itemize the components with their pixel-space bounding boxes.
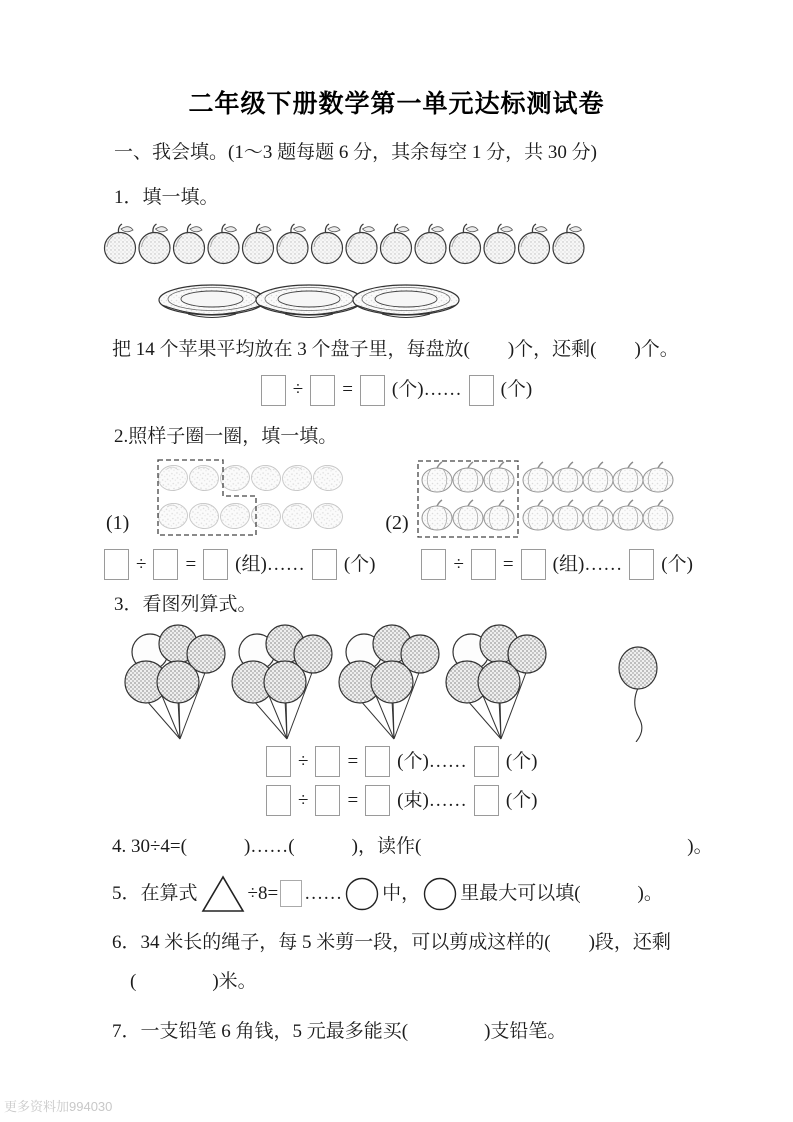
strawberry [157, 502, 189, 531]
q6-line2: ( )米。 [130, 971, 257, 993]
apple [312, 224, 343, 264]
plate [353, 285, 459, 318]
circle-icon [422, 876, 458, 912]
strawberry [281, 502, 313, 531]
triangle-icon [200, 874, 246, 914]
pumpkin [523, 462, 553, 492]
q3-equation1 [266, 746, 793, 777]
pumpkin [523, 500, 553, 530]
balloon-bunch [446, 625, 546, 739]
q1-equation [0, 375, 793, 406]
text-token: = [185, 553, 197, 575]
pumpkin [422, 500, 452, 530]
q2-part2 [385, 457, 688, 541]
balloons-illustration [114, 622, 674, 742]
text-token: (个)…… [397, 750, 467, 772]
text-token: ÷ [136, 553, 147, 575]
pumpkin [583, 500, 613, 530]
q2-part1-equation [104, 549, 375, 580]
q2-part2-number: (2) [385, 512, 409, 535]
text-token: (个) [505, 789, 538, 811]
balloon-bunch [339, 625, 439, 739]
apple [208, 224, 239, 264]
plate [159, 285, 265, 318]
answer-box [153, 549, 178, 580]
text-token: = [347, 789, 359, 811]
watermark: 更多资料加994030 [4, 1099, 113, 1115]
apple [277, 224, 308, 264]
pumpkin [643, 462, 673, 492]
strawberry [312, 464, 344, 493]
text-token: ÷ [453, 553, 464, 575]
section-heading: 一、我会填。(1～3 题每题 6 分，其余每空 1 分，共 30 分) [114, 141, 597, 163]
answer-box [471, 549, 496, 580]
answer-box [421, 549, 446, 580]
q2-label: 2.照样子圈一圈，填一填。 [114, 425, 338, 447]
strawberry [281, 464, 313, 493]
strawberry [188, 502, 220, 531]
text-token: = [347, 750, 359, 772]
text-token: (个) [661, 553, 693, 575]
answer-box [469, 375, 494, 406]
text-token: (束)…… [397, 789, 467, 811]
answer-box [360, 375, 385, 406]
q2-part1 [106, 457, 367, 541]
balloon-bunch [125, 625, 225, 739]
strawberry [250, 502, 282, 531]
apple [381, 224, 412, 264]
q3-equation2 [266, 785, 793, 816]
answer-box [365, 785, 390, 816]
answer-box [203, 549, 228, 580]
pumpkin [613, 462, 643, 492]
answer-box [104, 549, 129, 580]
pumpkins-illustration [411, 457, 689, 541]
apple [415, 224, 446, 264]
apple [139, 224, 170, 264]
answer-box [474, 746, 499, 777]
text-token: ÷ [298, 750, 309, 772]
text-token: ÷ [292, 379, 304, 401]
plates-illustration [150, 279, 530, 325]
q6-line1: 6．34 米长的绳子，每 5 米剪一段，可以剪成这样的( )段，还剩 [112, 931, 671, 953]
apple [484, 224, 515, 264]
answer-box [629, 549, 654, 580]
strawberries-illustration [131, 457, 367, 541]
strawberry [312, 502, 344, 531]
apple [450, 224, 481, 264]
text-token: = [502, 553, 514, 575]
strawberry [219, 464, 251, 493]
apple [519, 224, 550, 264]
q2-figures [106, 457, 793, 541]
q1-label: 1．填一填。 [114, 187, 219, 209]
pumpkin [484, 462, 514, 492]
answer-box [310, 375, 335, 406]
q3-label: 3．看图列算式。 [114, 594, 257, 616]
strawberry [250, 464, 282, 493]
text-token: (个)…… [391, 379, 462, 401]
pumpkin [453, 462, 483, 492]
pumpkin [453, 500, 483, 530]
pumpkin [643, 500, 673, 530]
text-token: ÷ [298, 789, 309, 811]
text-token: (组)…… [552, 553, 623, 575]
answer-box [315, 785, 340, 816]
strawberry [219, 502, 251, 531]
text-token: (个) [505, 750, 538, 772]
pumpkin [553, 500, 583, 530]
answer-box [521, 549, 546, 580]
q4-text: 4. 30÷4=( )……( )，读作( )。 [112, 835, 713, 857]
circle-icon [344, 876, 380, 912]
answer-box [280, 880, 302, 907]
strawberry [188, 464, 220, 493]
answer-box [266, 785, 291, 816]
pumpkin [484, 500, 514, 530]
strawberry [157, 464, 189, 493]
pumpkin [583, 462, 613, 492]
plate [256, 285, 362, 318]
text-token: = [342, 379, 353, 401]
text-token: 里最大可以填( )。 [460, 882, 663, 904]
answer-box [474, 785, 499, 816]
q2-equations [104, 549, 793, 580]
apple [105, 224, 136, 264]
text-token: …… [304, 882, 343, 904]
answer-box [312, 549, 337, 580]
q2-part2-equation [421, 549, 692, 580]
text-token: (个) [343, 553, 376, 575]
answer-box [266, 746, 291, 777]
pumpkin [422, 462, 452, 492]
apple [174, 224, 205, 264]
text-token: ÷8= [247, 882, 279, 904]
apple [243, 224, 274, 264]
q5-line [112, 874, 793, 914]
text-token: 中， [382, 882, 421, 904]
page-title: 二年级下册数学第一单元达标测试卷 [188, 90, 605, 118]
q7-text: 7．一支铅笔 6 角钱，5 元最多能买( )支铅笔。 [112, 1020, 567, 1042]
pumpkin [613, 500, 643, 530]
answer-box [315, 746, 340, 777]
pumpkin [553, 462, 583, 492]
apple [346, 224, 377, 264]
text-token: (组)…… [235, 553, 305, 575]
text-token: (个) [500, 379, 533, 401]
text-token: 5．在算式 [112, 882, 198, 904]
q1-prompt: 把 14 个苹果平均放在 3 个盘子里，每盘放( )个，还剩( )个。 [112, 339, 679, 361]
q2-part1-number: (1) [106, 512, 130, 535]
single-balloon [619, 647, 657, 742]
balloon-bunch [232, 625, 332, 739]
answer-box [261, 375, 286, 406]
answer-box [365, 746, 390, 777]
apples-illustration [102, 221, 602, 267]
apple [553, 224, 584, 264]
